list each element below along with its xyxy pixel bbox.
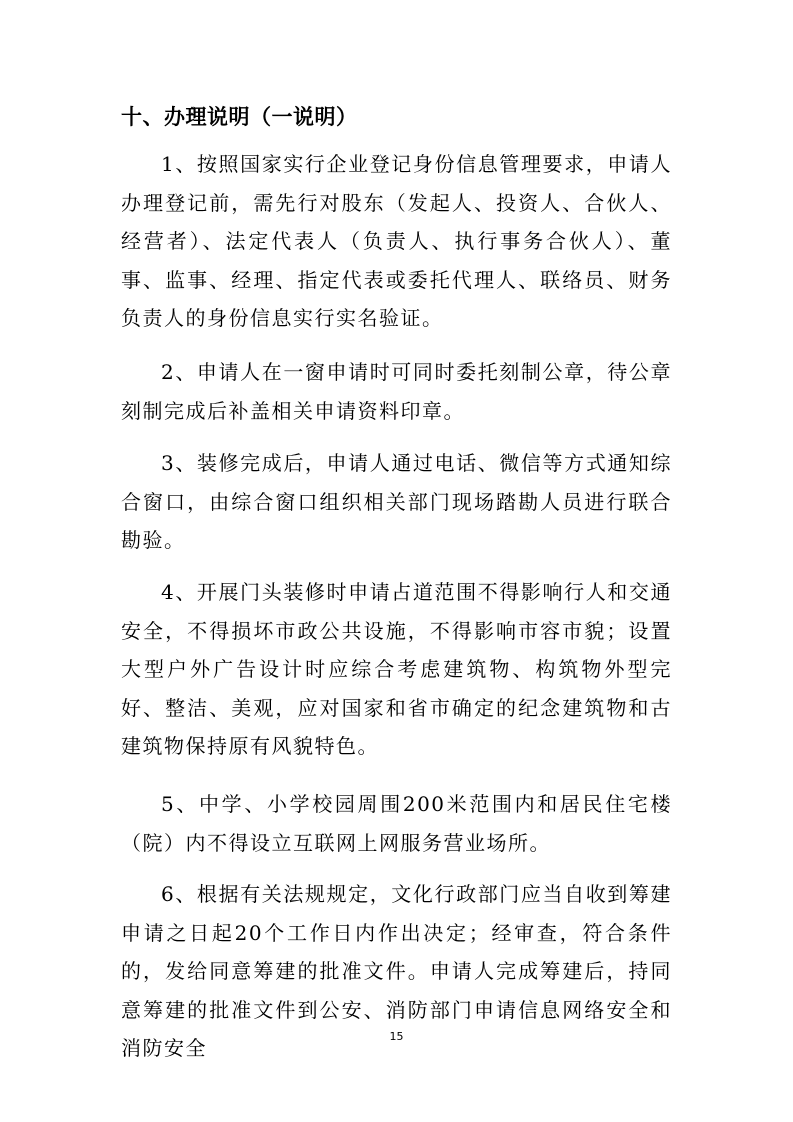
section-heading: 十、办理说明（一说明）	[121, 105, 358, 129]
paragraph-6: 6、根据有关法规规定，文化行政部门应当自收到筹建申请之日起20个工作日内作出决定；经审查，符合条件的，发给同意筹建的批准文件。申请人完成筹建后，持同意筹建的批准文件到公安、消防部门申请信息网络安全和消防安全	[121, 882, 672, 1060]
page-number: 15	[389, 1030, 404, 1043]
paragraph-5: 5、中学、小学校园周围200米范围内和居民住宅楼（院）内不得设立互联网上网服务营业场所。	[121, 792, 672, 855]
paragraph-2: 2、申请人在一窗申请时可同时委托刻制公章，待公章刻制完成后补盖相关申请资料印章。	[121, 360, 672, 423]
paragraph-1: 1、按照国家实行企业登记身份信息管理要求，申请人办理登记前，需先行对股东（发起人、投资人、合伙人、经营者）、法定代表人（负责人、执行事务合伙人）、董事、监事、经理、指定代表或委托代理人、联络员、财务负责人的身份信息实行实名验证。	[121, 152, 672, 330]
paragraph-3: 3、装修完成后，申请人通过电话、微信等方式通知综合窗口，由综合窗口组织相关部门现场踏勘人员进行联合勘验。	[121, 451, 672, 552]
paragraph-4: 4、开展门头装修时申请占道范围不得影响行人和交通安全，不得损坏市政公共设施，不得影响市容市貌；设置大型户外广告设计时应综合考虑建筑物、构筑物外型完好、整洁、美观，应对国家和省市确定的纪念建筑物和古建筑物保持原有风貌特色。	[121, 580, 672, 758]
